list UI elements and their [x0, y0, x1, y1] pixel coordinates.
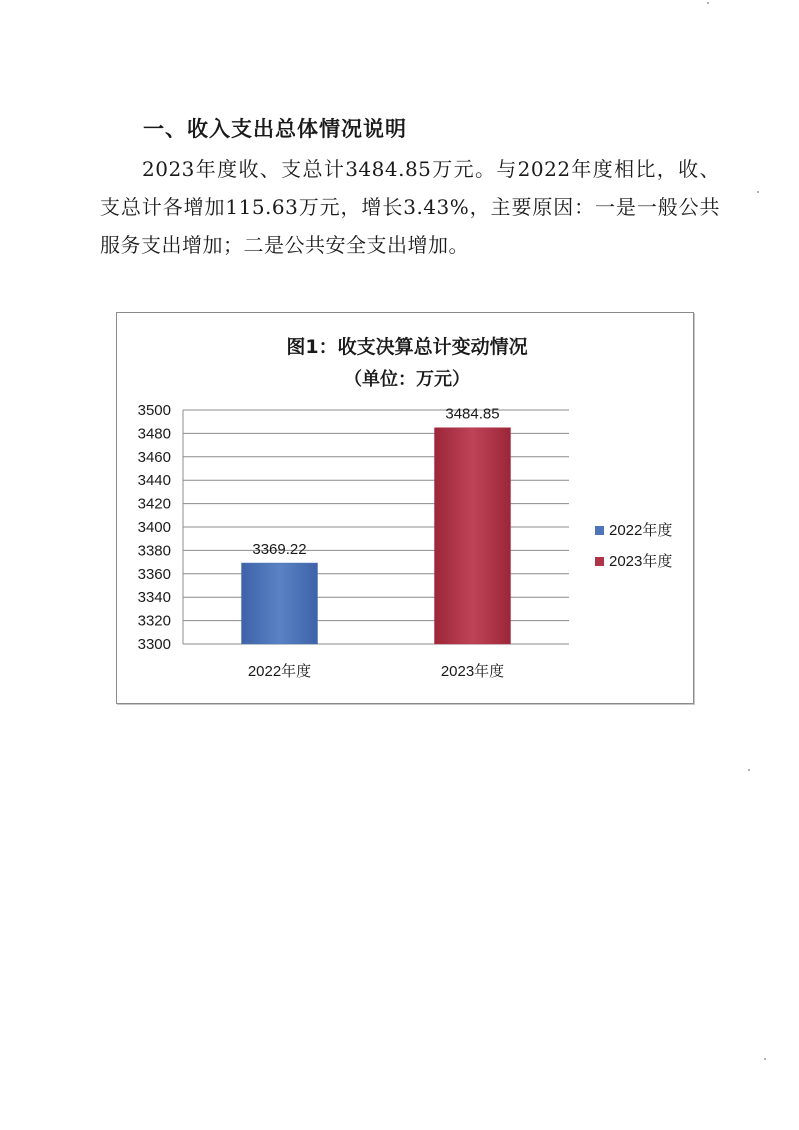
- summary-paragraph: 2023年度收、支总计3484.85万元。与2022年度相比，收、支总计各增加115.63万元，增长3.43%，主要原因：一是一般公共服务支出增加；二是公共安全支出增加。: [100, 157, 720, 257]
- y-tick-label: 3300: [137, 636, 171, 653]
- legend-swatch-1: [595, 526, 604, 535]
- x-category-label: 2022年度: [247, 663, 312, 680]
- y-tick-label: 3420: [137, 495, 171, 513]
- y-tick-label: 3460: [137, 448, 171, 466]
- bar-chart: [117, 313, 693, 703]
- chart-subtitle: （单位：万元）: [344, 369, 470, 390]
- data-label-2: 3484.85: [445, 405, 500, 423]
- x-category-label: 2023年度: [440, 663, 505, 680]
- y-tick-label: 3400: [137, 519, 171, 536]
- scan-speck: [748, 769, 750, 771]
- y-tick-label: 3440: [137, 472, 171, 490]
- y-tick-label: 3380: [137, 542, 171, 560]
- y-tick-label: 3320: [137, 612, 171, 630]
- scan-speck: [707, 2, 709, 4]
- y-tick-label: 3500: [137, 402, 171, 419]
- y-tick-label: 3360: [137, 565, 171, 583]
- legend-label-1: 2022年度: [609, 522, 673, 539]
- y-tick-label: 3340: [137, 589, 171, 607]
- y-tick-label: 3480: [137, 425, 171, 443]
- chart-frame: [116, 312, 694, 704]
- data-label-1: 3369.22: [252, 541, 307, 559]
- section-heading: 一、收入支出总体情况说明: [143, 117, 407, 141]
- bar-1: [242, 563, 318, 644]
- bar-2: [435, 428, 511, 644]
- scan-speck: [764, 1058, 766, 1060]
- legend-label-2: 2023年度: [609, 553, 673, 570]
- chart-title: 图1：收支决算总计变动情况: [286, 336, 528, 358]
- scan-speck: [757, 191, 759, 193]
- legend-swatch-2: [595, 557, 604, 566]
